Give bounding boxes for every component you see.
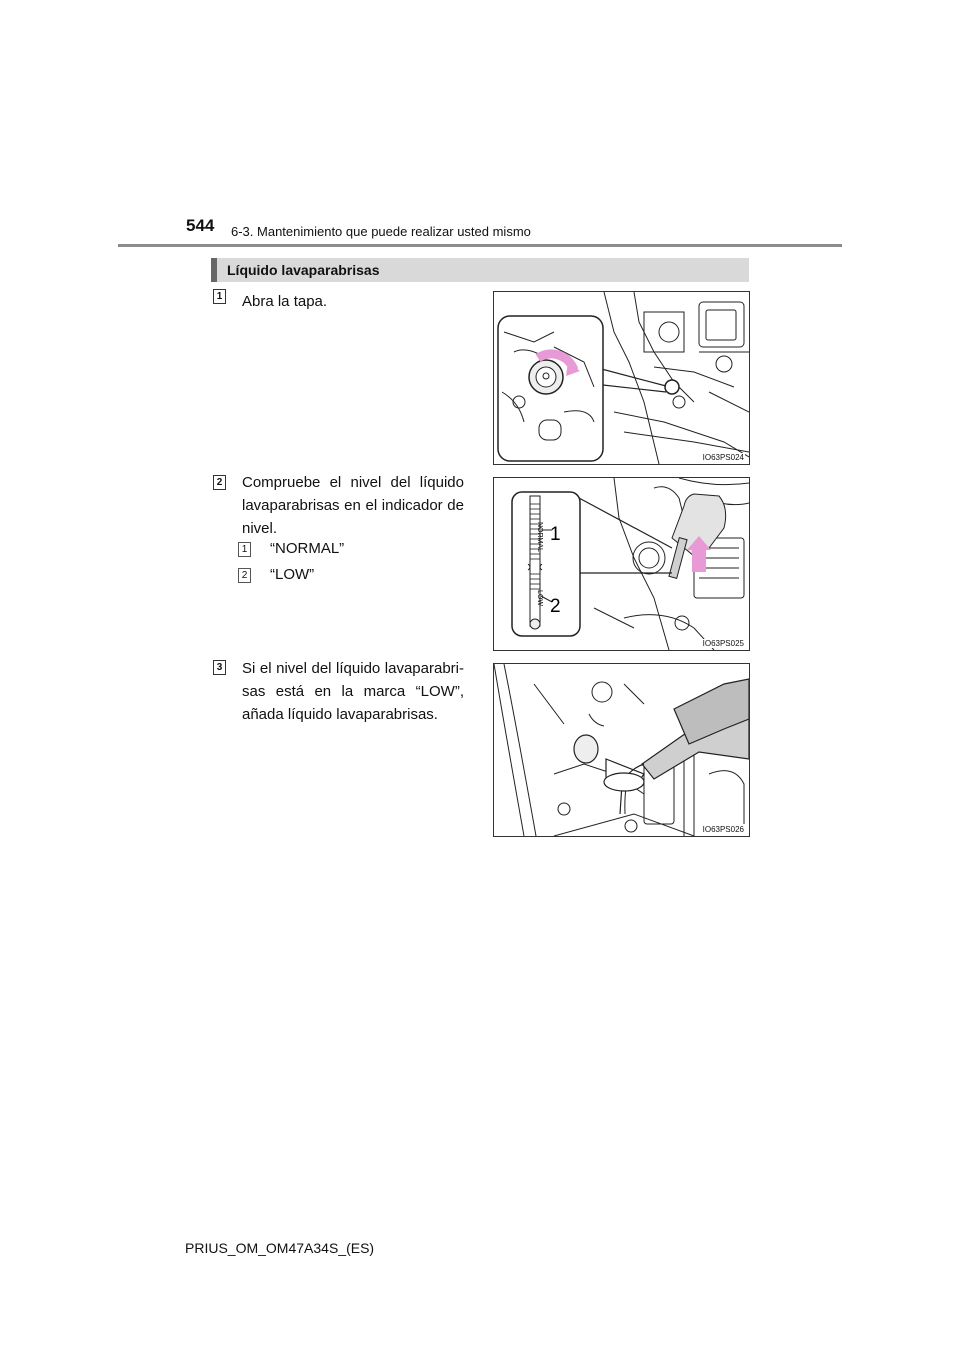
- callout-2: 2: [550, 596, 561, 617]
- step-1-badge: 1: [213, 289, 226, 304]
- engine-bay-illustration-1: [494, 292, 749, 464]
- section-title: Líquido lavaparabrisas: [227, 262, 380, 278]
- step-3-line: añada líquido lavaparabrisas.: [242, 706, 438, 723]
- section-heading-bar: [211, 258, 749, 282]
- step-1-text: [242, 290, 464, 313]
- step-1-line: Abra la tapa.: [242, 293, 328, 310]
- normal-mark-label: NORMAL: [536, 522, 543, 552]
- step-3-line: Si el nivel del líquido lavaparabri-: [242, 660, 464, 677]
- engine-bay-illustration-2: [494, 478, 749, 650]
- callout-1: 1: [550, 524, 561, 545]
- step-2-line: lavaparabrisas en el indicador de: [242, 497, 464, 514]
- engine-bay-illustration-3: [494, 664, 749, 836]
- step-2-text: [242, 471, 464, 540]
- header-divider: [118, 244, 842, 247]
- figure-code: IO63PS025: [702, 639, 744, 648]
- figure-open-cap: [493, 291, 750, 465]
- figure-add-fluid: [493, 663, 750, 837]
- step-3-line: sas está en la marca “LOW”,: [242, 683, 464, 700]
- figure-code: IO63PS026: [702, 825, 744, 834]
- sub-item-1-badge: 1: [238, 542, 251, 557]
- low-mark-label: LOW: [536, 590, 543, 606]
- sub-item-2-text: “LOW”: [270, 566, 315, 583]
- sub-item-2-badge: 2: [238, 568, 251, 583]
- document-id: PRIUS_OM_OM47A34S_(ES): [185, 1240, 375, 1256]
- figure-level-check: [493, 477, 750, 651]
- chapter-title: 6-3. Mantenimiento que puede realizar usted mismo: [231, 224, 531, 239]
- step-2-line: nivel.: [242, 520, 278, 537]
- figure-code: IO63PS024: [702, 453, 744, 462]
- page-number: 544: [186, 216, 215, 235]
- sub-item-1-text: “NORMAL”: [270, 540, 345, 557]
- step-3-text: [242, 657, 464, 726]
- step-3-badge: 3: [213, 660, 226, 675]
- step-2-line: Compruebe el nivel del líquido: [242, 474, 464, 491]
- step-2-badge: 2: [213, 475, 226, 490]
